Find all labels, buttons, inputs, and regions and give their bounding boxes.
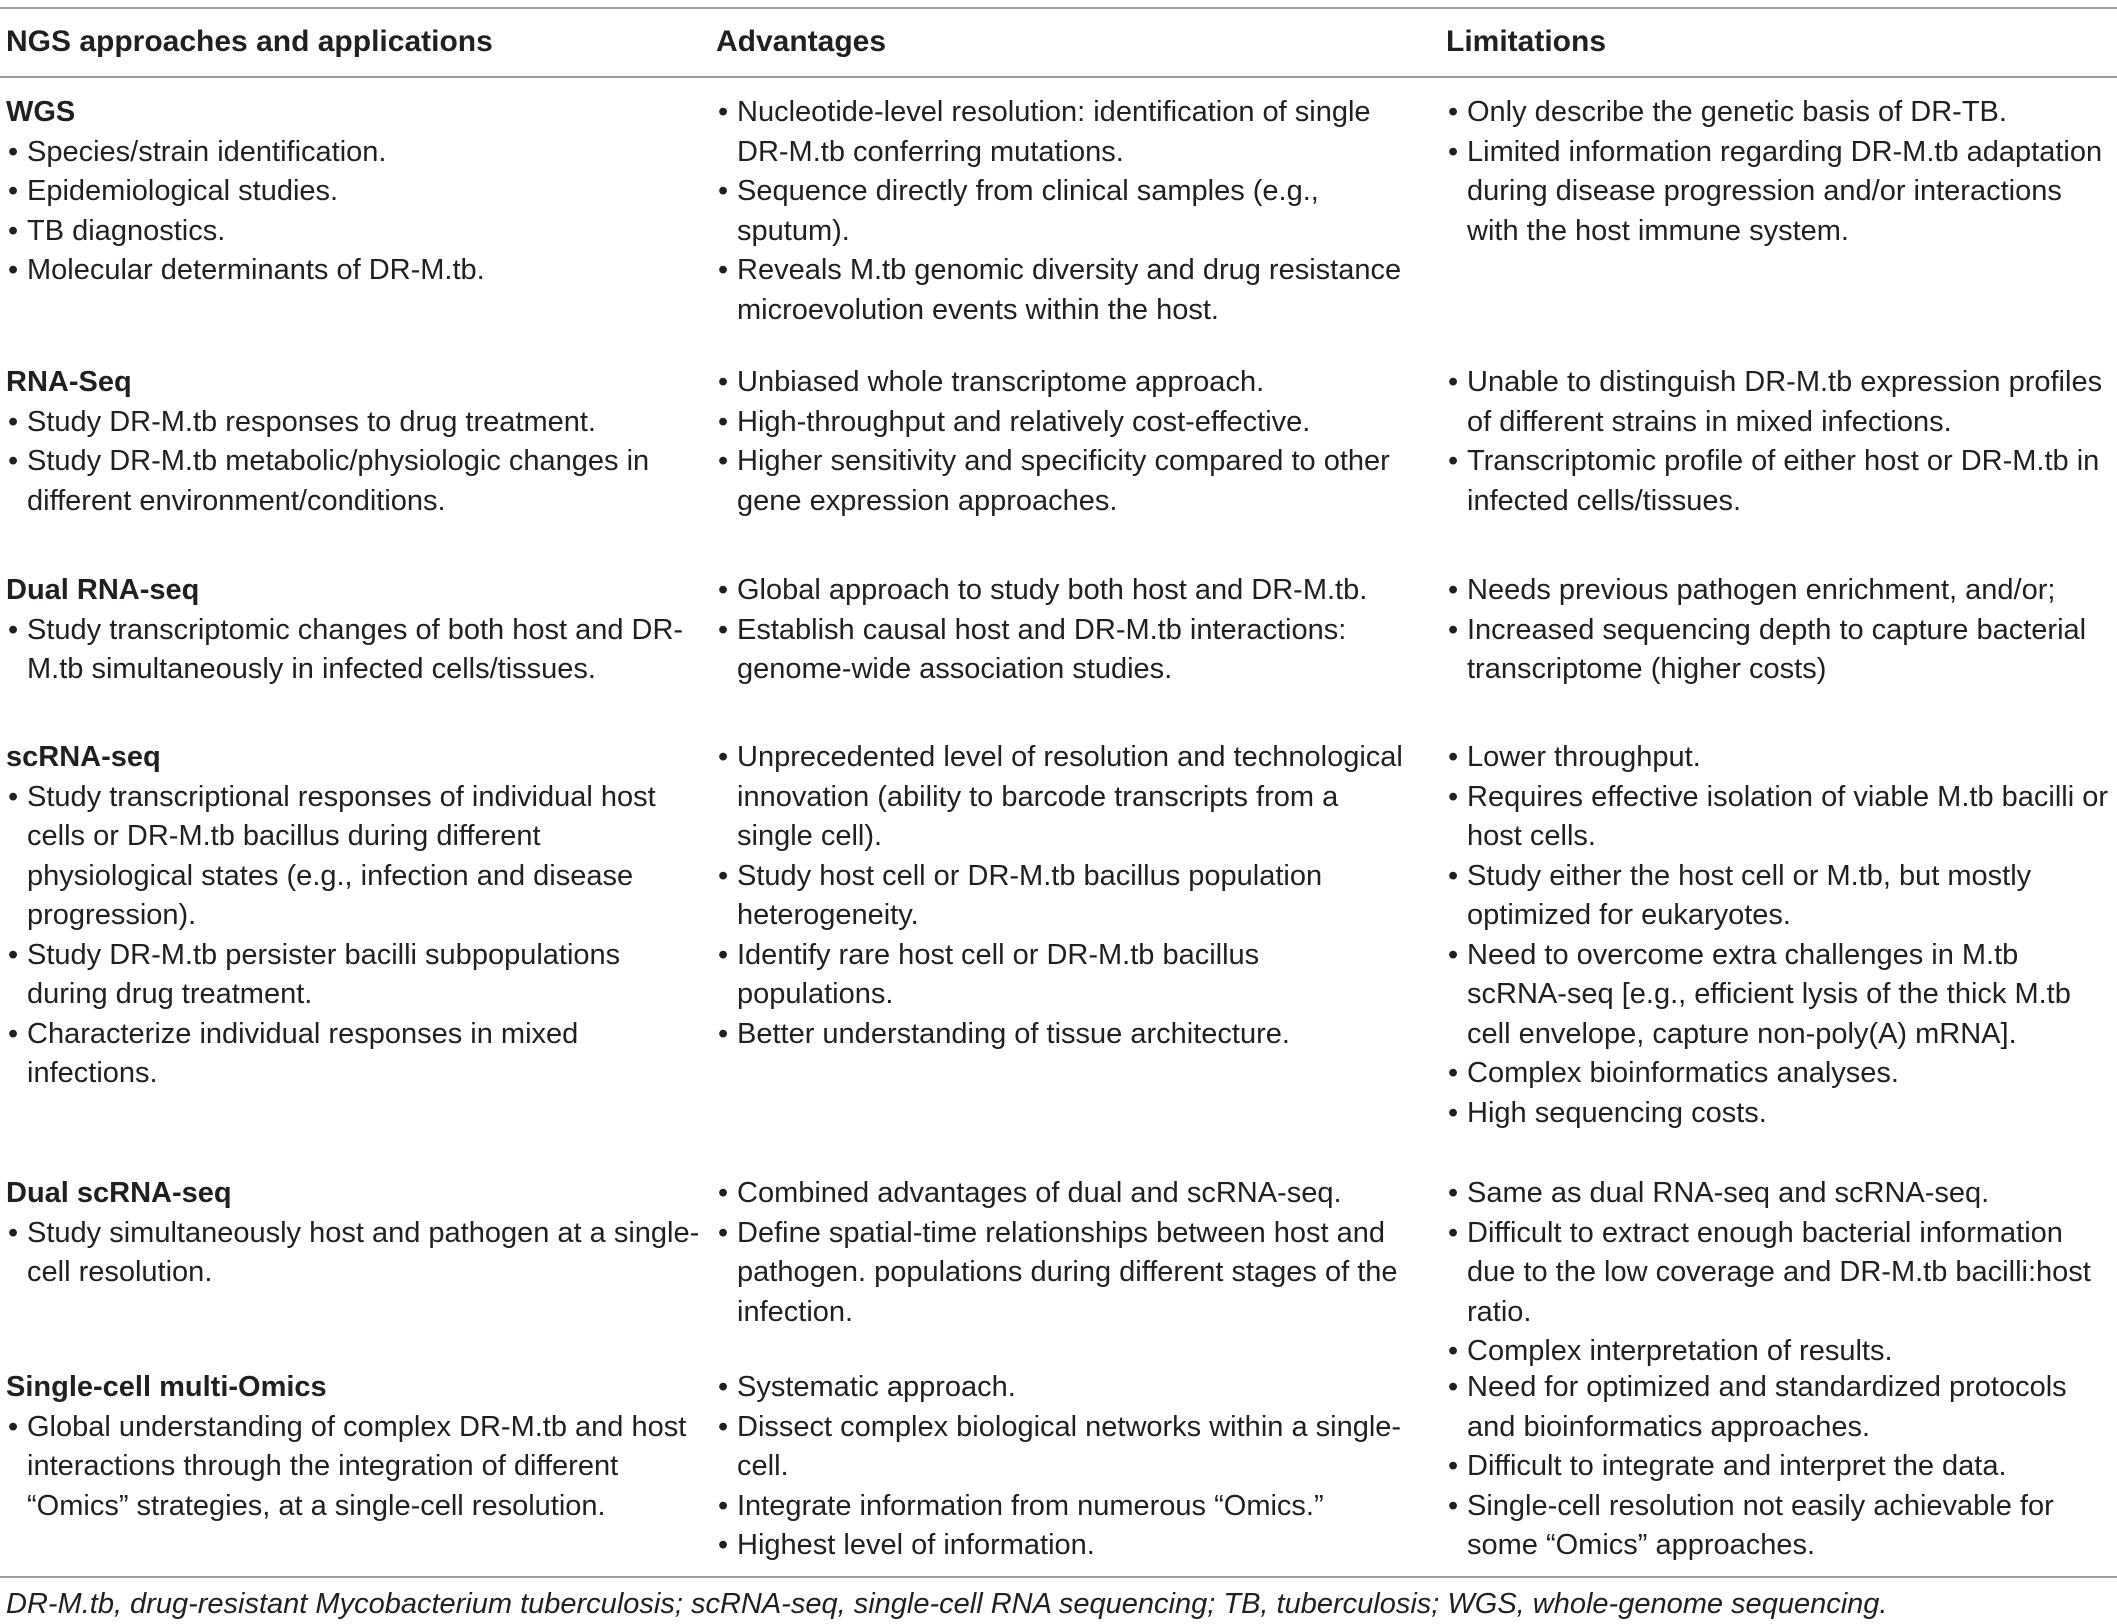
row-wgs-limitations bbox=[1446, 93, 2116, 251]
limitation-item: • High sequencing costs. bbox=[1448, 1096, 1767, 1129]
advantage-item: • Highest level of information. bbox=[718, 1529, 1095, 1561]
row-multiomics-applications bbox=[6, 1368, 706, 1526]
header-approaches: NGS approaches and applications bbox=[6, 25, 493, 58]
row-dual-rnaseq-applications bbox=[6, 571, 706, 690]
approach-title: WGS bbox=[6, 96, 76, 128]
approach-title: scRNA-seq bbox=[6, 741, 161, 773]
header-rule bbox=[0, 76, 2117, 78]
limitation-item: • Limited information regarding DR-M.tb adaptation during disease progression and/or interactions with the host immune system. bbox=[1448, 135, 2103, 247]
limitation-item: • Only describe the genetic basis of DR-TB. bbox=[1448, 96, 2007, 128]
advantage-item: • Nucleotide-level resolution: identification of single DR-M.tb conferring mutations. bbox=[718, 96, 1371, 168]
row-wgs-applications bbox=[6, 93, 706, 291]
application-item: • Study transcriptomic changes of both host and DR-M.tb simultaneously in infected cells/tissues. bbox=[8, 613, 684, 685]
advantage-item: • Identify rare host cell or DR-M.tb bacillus populations. bbox=[718, 938, 1260, 1010]
row-multiomics-limitations bbox=[1446, 1368, 2116, 1566]
advantage-item: • Combined advantages of dual and scRNA-seq. bbox=[718, 1177, 1342, 1209]
approach-title: Dual scRNA-seq bbox=[6, 1177, 232, 1209]
row-dual-scrnaseq-applications bbox=[6, 1174, 706, 1293]
application-item: • TB diagnostics. bbox=[8, 214, 226, 247]
application-item: • Study DR-M.tb responses to drug treatment. bbox=[8, 405, 596, 438]
application-item: • Study transcriptional responses of individual host cells or DR-M.tb bacillus during different physiological states (e.g., infection and disease progression). bbox=[8, 780, 656, 931]
approach-title: Single-cell multi-Omics bbox=[6, 1371, 327, 1403]
advantage-item: • Higher sensitivity and specificity compared to other gene expression approaches. bbox=[718, 445, 1390, 517]
application-item: • Molecular determinants of DR-M.tb. bbox=[8, 254, 485, 286]
application-item: • Characterize individual responses in mixed infections. bbox=[8, 1017, 579, 1089]
limitation-item: • Need for optimized and standardized protocols and bioinformatics approaches. bbox=[1448, 1371, 2067, 1443]
limitation-item: • Transcriptomic profile of either host or DR-M.tb in infected cells/tissues. bbox=[1448, 445, 2100, 517]
limitation-item: • Complex interpretation of results. bbox=[1448, 1335, 1893, 1367]
row-multiomics-advantages bbox=[716, 1368, 1416, 1566]
limitation-item: • Need to overcome extra challenges in M.tb scRNA-seq [e.g., efficient lysis of the thick M.tb cell envelope, capture non-poly(A) mRNA]. bbox=[1448, 938, 2071, 1050]
application-item: • Species/strain identification. bbox=[8, 135, 387, 168]
advantage-item: • Unprecedented level of resolution and technological innovation (ability to barcode transcripts from a single cell). bbox=[718, 741, 1403, 852]
application-item: • Study DR-M.tb metabolic/physiologic changes in different environment/conditions. bbox=[8, 445, 650, 517]
table-top-rule bbox=[0, 7, 2117, 9]
limitation-item: • Same as dual RNA-seq and scRNA-seq. bbox=[1448, 1177, 1990, 1209]
advantage-item: • Study host cell or DR-M.tb bacillus population heterogeneity. bbox=[718, 859, 1323, 931]
application-item: • Study simultaneously host and pathogen at a single-cell resolution. bbox=[8, 1216, 700, 1288]
limitation-item: • Requires effective isolation of viable M.tb bacilli or host cells. bbox=[1448, 780, 2109, 852]
advantage-item: • Dissect complex biological networks within a single-cell. bbox=[718, 1410, 1402, 1482]
limitation-item: • Single-cell resolution not easily achievable for some “Omics” approaches. bbox=[1448, 1489, 2054, 1561]
limitation-item: • Complex bioinformatics analyses. bbox=[1448, 1057, 1899, 1089]
advantage-item: • High-throughput and relatively cost-effective. bbox=[718, 405, 1311, 438]
application-item: • Epidemiological studies. bbox=[8, 175, 339, 207]
limitation-item: • Increased sequencing depth to capture bacterial transcriptome (higher costs) bbox=[1448, 613, 2087, 685]
application-item: • Study DR-M.tb persister bacilli subpopulations during drug treatment. bbox=[8, 938, 621, 1010]
row-dual-scrnaseq-limitations bbox=[1446, 1174, 2116, 1372]
limitation-item: • Unable to distinguish DR-M.tb expression profiles of different strains in mixed infections. bbox=[1448, 366, 2103, 438]
limitation-item: • Lower throughput. bbox=[1448, 741, 1701, 773]
advantage-item: • Integrate information from numerous “Omics.” bbox=[718, 1489, 1324, 1522]
approach-title: RNA-Seq bbox=[6, 366, 132, 398]
limitation-item: • Study either the host cell or M.tb, but mostly optimized for eukaryotes. bbox=[1448, 859, 2032, 931]
advantage-item: • Unbiased whole transcriptome approach. bbox=[718, 366, 1265, 398]
advantage-item: • Sequence directly from clinical samples (e.g., sputum). bbox=[718, 175, 1319, 247]
row-rnaseq-applications bbox=[6, 363, 706, 521]
row-rnaseq-limitations bbox=[1446, 363, 2116, 521]
table-footnote: DR-M.tb, drug-resistant Mycobacterium tuberculosis; scRNA-seq, single-cell RNA sequencing; TB, tuberculosis; WGS, whole-genome sequencing. bbox=[6, 1588, 1888, 1620]
approach-title: Dual RNA-seq bbox=[6, 574, 200, 606]
header-limitations: Limitations bbox=[1446, 25, 1607, 58]
advantage-item: • Global approach to study both host and DR-M.tb. bbox=[718, 574, 1368, 606]
limitation-item: • Needs previous pathogen enrichment, and/or; bbox=[1448, 574, 2056, 606]
advantage-item: • Define spatial-time relationships between host and pathogen. populations during different stages of the infection. bbox=[718, 1216, 1398, 1328]
row-rnaseq-advantages bbox=[716, 363, 1416, 521]
row-scrnaseq-applications bbox=[6, 738, 706, 1094]
limitation-item: • Difficult to integrate and interpret the data. bbox=[1448, 1450, 2007, 1482]
row-dual-scrnaseq-advantages bbox=[716, 1174, 1416, 1332]
advantage-item: • Establish causal host and DR-M.tb interactions: genome-wide association studies. bbox=[718, 613, 1347, 685]
limitation-item: • Difficult to extract enough bacterial information due to the low coverage and DR-M.tb bacilli:host ratio. bbox=[1448, 1216, 2091, 1328]
advantage-item: • Reveals M.tb genomic diversity and drug resistance microevolution events within the host. bbox=[718, 254, 1402, 326]
row-scrnaseq-advantages bbox=[716, 738, 1416, 1054]
row-scrnaseq-limitations bbox=[1446, 738, 2116, 1133]
header-advantages: Advantages bbox=[716, 25, 887, 58]
row-dual-rnaseq-limitations bbox=[1446, 571, 2116, 690]
application-item: • Global understanding of complex DR-M.tb and host interactions through the integration of different “Omics” strategies, at a single-cell resolution. bbox=[8, 1410, 687, 1522]
advantage-item: • Better understanding of tissue architecture. bbox=[718, 1017, 1290, 1050]
row-dual-rnaseq-advantages bbox=[716, 571, 1416, 690]
advantage-item: • Systematic approach. bbox=[718, 1371, 1016, 1403]
row-wgs-advantages bbox=[716, 93, 1416, 330]
table-bottom-rule bbox=[0, 1576, 2117, 1578]
